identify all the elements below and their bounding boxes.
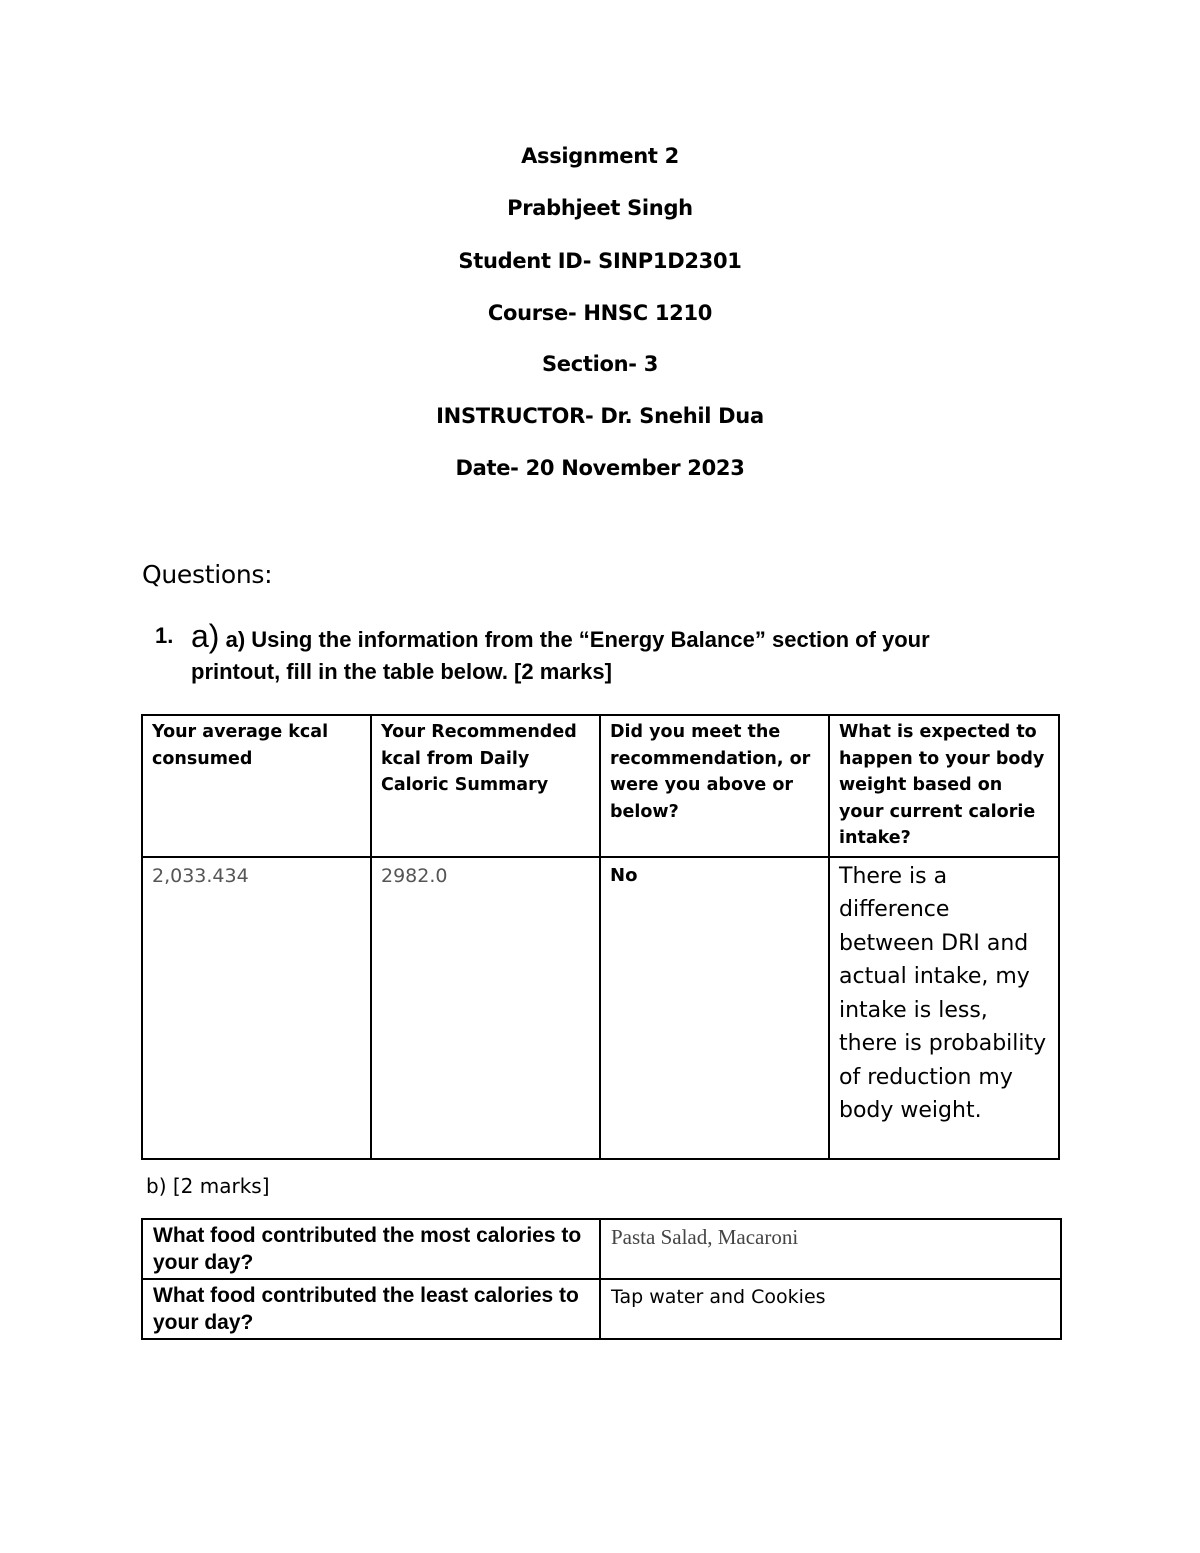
- cell-recommended-kcal: 2982.0: [371, 857, 600, 1159]
- cell-expected-weight: There is a difference between DRI and actual intake, my intake is less, there is probability of reduction my body weight.: [829, 857, 1059, 1159]
- instructor: INSTRUCTOR- Dr. Snehil Dua: [436, 404, 764, 428]
- energy-balance-table: [141, 714, 1060, 1160]
- cell-met-recommendation: No: [600, 857, 829, 1159]
- student-name: Prabhjeet Singh: [507, 196, 693, 220]
- table-row: [142, 1219, 1061, 1279]
- course: Course- HNSC 1210: [487, 301, 713, 325]
- student-id: Student ID- SINP1D2301: [458, 249, 742, 273]
- header-avg-kcal: Your average kcal consumed: [142, 715, 371, 857]
- question-most-calories: What food contributed the most calories to your day?: [142, 1219, 600, 1279]
- cell-avg-kcal: 2,033.434: [142, 857, 371, 1159]
- part-b-label: b) [2 marks]: [146, 1174, 270, 1198]
- question-least-calories: What food contributed the least calories to your day?: [142, 1279, 600, 1339]
- question-part-letter: a): [191, 618, 220, 654]
- table-row: [142, 1279, 1061, 1339]
- assignment-title: Assignment 2: [521, 144, 679, 168]
- answer-least-calories: Tap water and Cookies: [600, 1279, 1061, 1339]
- question-number: 1.: [155, 623, 174, 648]
- question-1-text: [191, 620, 1035, 688]
- question-1-line-2: printout, fill in the table below. [2 marks]: [191, 659, 612, 684]
- answer-most-calories: Pasta Salad, Macaroni: [600, 1219, 1061, 1279]
- header-recommended-kcal: Your Recommended kcal from Daily Caloric Summary: [371, 715, 600, 857]
- questions-heading: Questions:: [142, 560, 273, 589]
- date: Date- 20 November 2023: [455, 456, 745, 480]
- food-calories-table: [141, 1218, 1062, 1340]
- section: Section- 3: [541, 352, 659, 376]
- question-1: [155, 620, 1035, 688]
- header-met-recommendation: Did you meet the recommendation, or were you above or below?: [600, 715, 829, 857]
- header-expected-weight: What is expected to happen to your body weight based on your current calorie intake?: [829, 715, 1059, 857]
- table-header-row: [142, 715, 1059, 857]
- question-1-line-1: a) Using the information from the “Energy Balance” section of your: [225, 627, 930, 652]
- table-row: [142, 857, 1059, 1159]
